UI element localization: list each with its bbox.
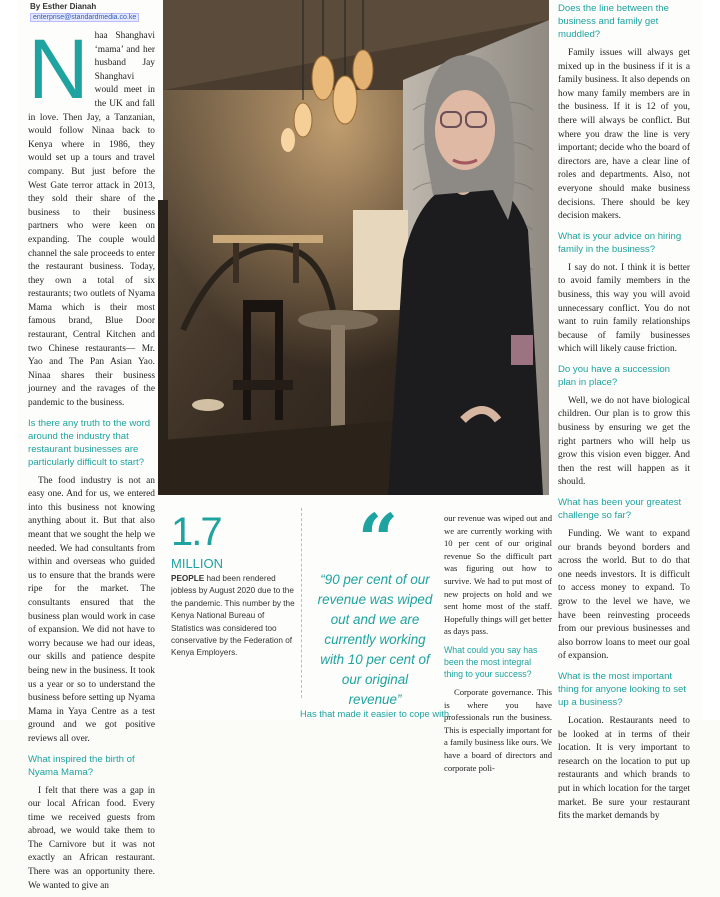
question-7: What is the most important thing for anyone looking to set up a business?	[558, 670, 687, 708]
middle-column	[444, 512, 552, 778]
right-column	[558, 0, 690, 828]
answer-3: Family issues will always get mixed up in the business if it is a family business. It also depends on how many family members are in the business. If it is 12 of you, there will always be conflict. But where you draw the line is very important; decide who the board of directors are, have a clear line of roles and departments. Also, not everyone should make business decisions. There should be key decision makers.	[558, 48, 690, 222]
photo-illustration	[163, 0, 549, 495]
next-question-teaser: Has that made it easier to cope with	[300, 708, 450, 719]
answer-5: Well, we do not have biological children. Our plan is to grow this business by ensuring we get the right partners who will help us grow this vision even bigger. And then the rest will happen as it should.	[558, 395, 690, 488]
question-4: What is your advice on hiring family in the business?	[558, 230, 682, 255]
intro-text: haa Shanghavi ‘mama’ and her husband Jay Shanghavi would meet in the UK and fall in love. Then Jay, a Tanzanian, would follow Ninaa back to Kenya where in 1986, they would set up a tours and travel company. But just before the West Gate terror attack in 2013, they sold their share of the business to their business partners who were keen on expanding. The couple would channel the sale proceeds to enter the restaurant business. Today, they own a total of six restaurants; two outlets of Nyama Mama which is their most famous brand, Blue Door restaurant, Central Kitchen and two Chinese restaurants— Mr. Yao and The Pan Asian Yao. Ninaa shares their business journey and the ravages of the pandemic to the business.	[28, 31, 155, 409]
question-mid: What could you say has been the most integral thing to your success?	[444, 644, 538, 679]
answer-1: The food industry is not an easy one. And for us, we entered into this business not knowing anything about it. But that also meant that we sought the help we needed. We had consultants from within and overseas who guided us to ensure that the brands were ripe for the market. The consultants ensured that the business plan would work in case of expansion. We did not have to worry because we had our ideas, our skills and patience despite being new in the business. It took us a year or so to understand the business before setting up Nyama Mama in Yaya Centre as a test ground and we got positive reviews all over.	[28, 475, 155, 744]
stat-lead: PEOPLE	[171, 574, 205, 583]
question-1: Is there any truth to the word around the industry that restaurant businesses are particularly difficult to start?	[28, 417, 151, 468]
pull-quote-box	[316, 498, 434, 710]
question-6: What has been your greatest challenge so far?	[558, 497, 682, 522]
newspaper-page	[18, 0, 702, 891]
column-divider	[301, 508, 302, 698]
restaurant-portrait-photo	[163, 0, 549, 495]
byline: By Esther Dianah	[30, 2, 97, 11]
page-edge-right	[702, 0, 720, 720]
answer-4: I say do not. I think it is better to avoid family members in the business, this way you will avoid unnecessary conflict. You do not want to ruin family relationships because of family businesses which will likely cause friction.	[558, 262, 690, 355]
stat-number: 1.7	[171, 510, 221, 554]
left-column	[28, 22, 155, 897]
question-2: What inspired the birth of Nyama Mama?	[28, 753, 135, 778]
intro-paragraph	[28, 22, 155, 411]
mid-paragraph: our revenue was wiped out and we are currently working with 10 per cent of our original revenue So the difficult part was figuring out how to survive. We had to put most of new projects on hold and we sent home most of the staff. Hopefully things will get better as days pass.	[444, 513, 552, 637]
quote-mark-icon: “	[357, 498, 393, 581]
author-email[interactable]: enterprise@standardmedia.co.ke	[30, 13, 139, 22]
page-edge-left	[0, 0, 18, 720]
pull-quote: “90 per cent of our revenue was wiped out and we are currently working with 10 per cent of our original revenue”	[317, 572, 433, 707]
answer-mid: Corporate governance. This is where you have professionals run the business. This is especially important for a family business like ours. We have a board of directors and corporate poli-	[444, 686, 552, 773]
answer-2: I felt that there was a gap in our local African food. Every time we received guests from abroad, we would take them to The Carnivore but it was not exactly an African restaurant. There was an opportunity there. We wanted to give an	[28, 785, 155, 891]
question-5: Do you have a succession plan in place?	[558, 363, 670, 388]
answer-6: Funding. We want to expand our brands beyond borders and across the world. But to do that one needs investors. It is difficult to access money to expand. To grow to the level we have, we have been reinvesting proceeds from our previous businesses and also borrow loans to meet our goal of expansion.	[558, 529, 690, 662]
stat-description: PEOPLE had been rendered jobless by August 2020 due to the the pandemic. This number by the Kenya National Bureau of Statistics was considered too conservative by the Federation of Kenya Employers.	[171, 574, 295, 658]
question-3: Does the line between the business and family get muddled?	[558, 3, 669, 40]
stat-unit: MILLION	[171, 556, 224, 571]
drop-cap: N	[28, 22, 89, 116]
answer-7: Location. Restaurants need to be looked at in terms of their location. It is very important to research on the location to put up restaurants and which brands to put in which location for the target market. Be sure your restaurant fits the market demands by	[558, 715, 690, 822]
statistic-box	[171, 512, 295, 660]
